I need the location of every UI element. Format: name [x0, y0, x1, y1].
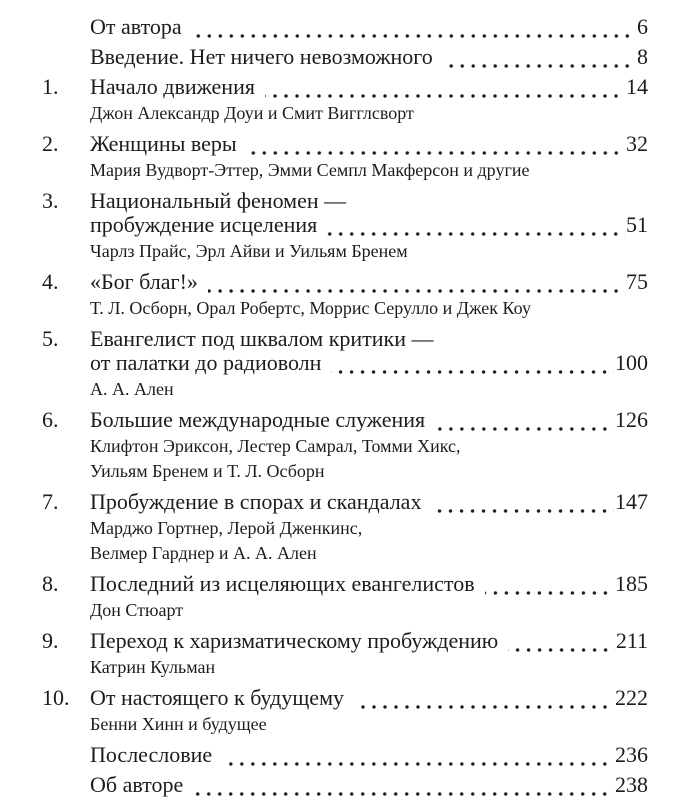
entry-page-number: 8: [637, 44, 648, 69]
dot-leader: [208, 289, 625, 293]
entry-title-row: [90, 686, 648, 710]
entry-title-row: [90, 213, 648, 237]
toc-entry: [42, 686, 648, 737]
entry-number: 8.: [42, 571, 59, 596]
entry-subtitle: Клифтон Эриксон, Лестер Самрал, Томми Хикс,: [90, 436, 461, 456]
entry-page-number: 211: [615, 628, 648, 653]
entry-title: Об авторе: [90, 772, 184, 797]
entry-content: [90, 629, 648, 680]
entry-title: Введение. Нет ничего невозможного: [90, 44, 433, 69]
entry-subtitle: Уильям Бренем и Т. Л. Осборн: [90, 461, 325, 481]
entry-title-row: [90, 270, 648, 294]
entry-title-row: [90, 15, 648, 39]
entry-content: [90, 490, 648, 566]
entry-page-number: 51: [626, 212, 648, 237]
toc-entry: [42, 327, 648, 402]
entry-title: Женщины веры: [90, 131, 237, 156]
entry-subtitle: Велмер Гарднер и А. А. Ален: [90, 543, 317, 563]
entry-title: Евангелист под шквалом критики —: [90, 326, 434, 351]
entry-title: Пробуждение в спорах и скандалах: [90, 489, 422, 514]
dot-leader: [192, 34, 636, 38]
entry-number: [42, 773, 90, 797]
entry-page-number: 75: [626, 269, 648, 294]
entry-title-row: [90, 45, 648, 69]
dot-leader: [435, 427, 614, 431]
toc-entry: [42, 45, 648, 69]
toc-entry: [42, 408, 648, 484]
entry-content: [90, 15, 648, 39]
entry-title-row: [90, 75, 648, 99]
entry-subtitle: Чарлз Прайс, Эрл Айви и Уильям Бренем: [90, 241, 408, 261]
dot-leader: [331, 370, 614, 374]
dot-leader: [431, 509, 614, 513]
toc-list: [42, 15, 648, 797]
entry-subtitle: А. А. Ален: [90, 379, 174, 399]
entry-number: 9.: [42, 628, 59, 653]
entry-title-row: [90, 572, 648, 596]
entry-subtitle: Джон Александр Доуи и Смит Вигглсворт: [90, 103, 414, 123]
entry-title: Переход к харизматическому пробуждению: [90, 628, 499, 653]
entry-title: «Бог благ!»: [90, 269, 198, 294]
entry-subtitle: Бенни Хинн и будущее: [90, 714, 267, 734]
dot-leader: [222, 762, 614, 766]
entry-page-number: 6: [637, 14, 648, 39]
entry-number: 2.: [42, 131, 59, 156]
toc-entry: [42, 132, 648, 183]
toc-entry: [42, 270, 648, 321]
entry-number: 10.: [42, 685, 70, 710]
entry-title-row: [90, 773, 648, 797]
entry-page-number: 100: [615, 350, 648, 375]
toc-entry: [42, 743, 648, 767]
entry-title: пробуждение исцеления: [90, 212, 318, 237]
entry-number: 5.: [42, 326, 59, 351]
entry-content: [90, 408, 648, 484]
entry-content: [90, 686, 648, 737]
entry-page-number: 147: [615, 489, 648, 514]
entry-subtitle: Мария Вудворт-Эттер, Эмми Семпл Макферсон и другие: [90, 160, 530, 180]
entry-page-number: 14: [626, 74, 648, 99]
entry-content: [90, 327, 648, 402]
entry-title: От настоящего к будущему: [90, 685, 344, 710]
toc-entry: [42, 773, 648, 797]
entry-title: От автора: [90, 14, 182, 39]
entry-subtitle: Катрин Кульман: [90, 657, 216, 677]
toc-entry: [42, 490, 648, 566]
entry-number: 3.: [42, 188, 59, 213]
entry-content: [90, 45, 648, 69]
entry-page-number: 126: [615, 407, 648, 432]
entry-content: [90, 75, 648, 126]
dot-leader: [485, 591, 614, 595]
dot-leader: [508, 648, 615, 652]
dot-leader: [327, 232, 625, 236]
entry-page-number: 185: [615, 571, 648, 596]
entry-page-number: 32: [626, 131, 648, 156]
entry-subtitle: Т. Л. Осборн, Орал Робертс, Моррис Серулло и Джек Коу: [90, 298, 531, 318]
entry-title-row: [90, 408, 648, 432]
entry-number: [42, 743, 90, 767]
entry-content: [90, 572, 648, 623]
toc-entry: [42, 15, 648, 39]
dot-leader: [193, 792, 614, 796]
entry-title: от палатки до радиоволн: [90, 350, 322, 375]
entry-title-row: [90, 490, 648, 514]
toc-entry: [42, 189, 648, 264]
entry-title: Послесловие: [90, 742, 213, 767]
toc-entry: [42, 75, 648, 126]
entry-number: [42, 15, 90, 39]
entry-content: [90, 773, 648, 797]
entry-page-number: 236: [615, 742, 648, 767]
entry-title-row: [90, 132, 648, 156]
entry-title: Последний из исцеляющих евангелистов: [90, 571, 475, 596]
entry-number: 7.: [42, 489, 59, 514]
entry-title-row: [90, 351, 648, 375]
entry-title: Национальный феномен —: [90, 188, 347, 213]
entry-number: 4.: [42, 269, 59, 294]
dot-leader: [265, 94, 625, 98]
entry-page-number: 238: [615, 772, 648, 797]
entry-number: [42, 45, 90, 69]
entry-subtitle: Марджо Гортнер, Лерой Дженкинс,: [90, 518, 363, 538]
entry-number: 6.: [42, 407, 59, 432]
entry-content: [90, 132, 648, 183]
toc-entry: [42, 629, 648, 680]
entry-title-row: [90, 743, 648, 767]
entry-number: 1.: [42, 74, 59, 99]
entry-content: [90, 743, 648, 767]
dot-leader: [354, 705, 614, 709]
entry-page-number: 222: [615, 685, 648, 710]
entry-content: [90, 270, 648, 321]
entry-title-row: [90, 629, 648, 653]
dot-leader: [443, 64, 636, 68]
entry-content: [90, 189, 648, 264]
dot-leader: [247, 151, 625, 155]
entry-subtitle: Дон Стюарт: [90, 600, 184, 620]
toc-entry: [42, 572, 648, 623]
entry-title: Начало движения: [90, 74, 255, 99]
entry-title: Большие международные служения: [90, 407, 426, 432]
